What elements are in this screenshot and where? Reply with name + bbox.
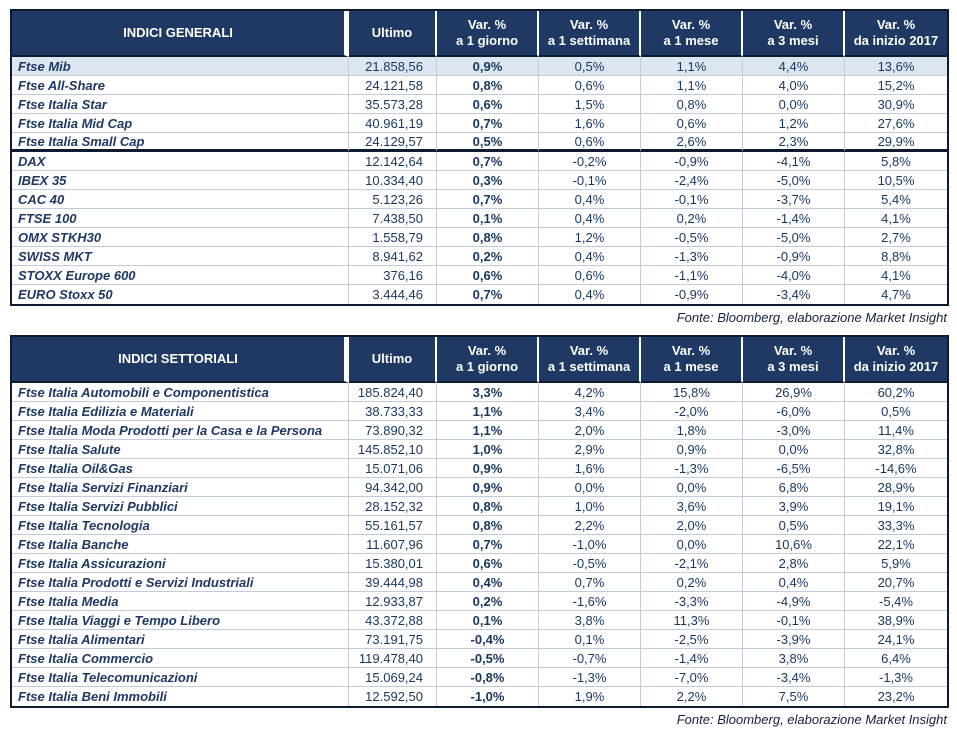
value-cell: 30,9% bbox=[845, 95, 947, 114]
value-cell: 40.961,19 bbox=[349, 114, 437, 133]
value-cell: 0,7% bbox=[437, 535, 539, 554]
value-cell: -5,0% bbox=[743, 171, 845, 190]
value-cell: 0,8% bbox=[641, 95, 743, 114]
value-cell: 29,9% bbox=[845, 133, 947, 152]
table-title: INDICI SETTORIALI bbox=[12, 337, 349, 383]
table-row bbox=[12, 421, 947, 440]
column-header bbox=[845, 337, 947, 383]
value-cell: 0,8% bbox=[437, 516, 539, 535]
value-cell: -3,9% bbox=[743, 630, 845, 649]
value-cell: 28,9% bbox=[845, 478, 947, 497]
value-cell: 1,1% bbox=[437, 421, 539, 440]
value-cell: 13,6% bbox=[845, 57, 947, 76]
table-row bbox=[12, 459, 947, 478]
value-cell: 33,3% bbox=[845, 516, 947, 535]
column-header bbox=[349, 337, 437, 383]
value-cell: 5,9% bbox=[845, 554, 947, 573]
index-name-cell: Ftse Italia Prodotti e Servizi Industriali bbox=[12, 573, 349, 592]
column-header-line2: a 1 mese bbox=[663, 33, 719, 48]
index-name-cell: Ftse Italia Telecomunicazioni bbox=[12, 668, 349, 687]
column-header bbox=[743, 11, 845, 57]
value-cell: 38,9% bbox=[845, 611, 947, 630]
value-cell: 7,5% bbox=[743, 687, 845, 706]
value-cell: -14,6% bbox=[845, 459, 947, 478]
value-cell: -0,4% bbox=[437, 630, 539, 649]
value-cell: -4,1% bbox=[743, 152, 845, 171]
index-name-cell: EURO Stoxx 50 bbox=[12, 285, 349, 304]
value-cell: -5,0% bbox=[743, 228, 845, 247]
column-header-line2: a 1 mese bbox=[663, 359, 719, 374]
index-name-cell: OMX STKH30 bbox=[12, 228, 349, 247]
value-cell: -1,4% bbox=[743, 209, 845, 228]
value-cell: -0,1% bbox=[743, 611, 845, 630]
value-cell: 28.152,32 bbox=[349, 497, 437, 516]
column-header-line1: Var. % bbox=[773, 343, 813, 358]
value-cell: 3,8% bbox=[743, 649, 845, 668]
value-cell: -1,1% bbox=[641, 266, 743, 285]
value-cell: 0,7% bbox=[539, 573, 641, 592]
value-cell: 0,6% bbox=[641, 114, 743, 133]
value-cell: 5.123,26 bbox=[349, 190, 437, 209]
value-cell: 94.342,00 bbox=[349, 478, 437, 497]
value-cell: 3,8% bbox=[539, 611, 641, 630]
column-header-line1: Var. % bbox=[876, 17, 916, 32]
value-cell: 0,0% bbox=[539, 478, 641, 497]
value-cell: 1,1% bbox=[437, 402, 539, 421]
value-cell: 0,4% bbox=[539, 209, 641, 228]
table-row bbox=[12, 383, 947, 402]
table-row bbox=[12, 497, 947, 516]
table-row bbox=[12, 171, 947, 190]
column-header bbox=[539, 11, 641, 57]
index-name-cell: Ftse Italia Assicurazioni bbox=[12, 554, 349, 573]
value-cell: 0,6% bbox=[437, 95, 539, 114]
value-cell: 0,1% bbox=[437, 611, 539, 630]
value-cell: -0,5% bbox=[539, 554, 641, 573]
source-note: Fonte: Bloomberg, elaborazione Market Insight bbox=[676, 310, 947, 325]
value-cell: 0,6% bbox=[539, 76, 641, 95]
value-cell: 3,3% bbox=[437, 383, 539, 402]
value-cell: -3,4% bbox=[743, 285, 845, 304]
table-row bbox=[12, 266, 947, 285]
value-cell: -0,7% bbox=[539, 649, 641, 668]
value-cell: -0,5% bbox=[641, 228, 743, 247]
value-cell: -1,3% bbox=[641, 459, 743, 478]
index-name-cell: FTSE 100 bbox=[12, 209, 349, 228]
indici-settoriali-table bbox=[10, 335, 949, 708]
table-row bbox=[12, 440, 947, 459]
value-cell: 2,3% bbox=[743, 133, 845, 152]
value-cell: 0,4% bbox=[539, 247, 641, 266]
value-cell: 11.607,96 bbox=[349, 535, 437, 554]
value-cell: 1,0% bbox=[539, 497, 641, 516]
value-cell: 11,4% bbox=[845, 421, 947, 440]
value-cell: 0,5% bbox=[743, 516, 845, 535]
column-header-line1: Var. % bbox=[467, 343, 507, 358]
index-name-cell: Ftse Italia Commercio bbox=[12, 649, 349, 668]
column-header-line1: Var. % bbox=[773, 17, 813, 32]
index-name-cell: Ftse Italia Edilizia e Materiali bbox=[12, 402, 349, 421]
value-cell: -1,4% bbox=[641, 649, 743, 668]
value-cell: -1,6% bbox=[539, 592, 641, 611]
column-header-line2: a 1 settimana bbox=[547, 33, 631, 48]
value-cell: 0,7% bbox=[437, 285, 539, 304]
indici-generali-table bbox=[10, 9, 949, 306]
index-name-cell: Ftse Italia Oil&Gas bbox=[12, 459, 349, 478]
value-cell: 38.733,33 bbox=[349, 402, 437, 421]
value-cell: 73.191,75 bbox=[349, 630, 437, 649]
value-cell: -3,7% bbox=[743, 190, 845, 209]
value-cell: 15.069,24 bbox=[349, 668, 437, 687]
column-header bbox=[437, 11, 539, 57]
index-name-cell: Ftse Mib bbox=[12, 57, 349, 76]
value-cell: 4,1% bbox=[845, 209, 947, 228]
value-cell: -3,0% bbox=[743, 421, 845, 440]
column-header-line2: a 1 settimana bbox=[547, 359, 631, 374]
table-row bbox=[12, 554, 947, 573]
value-cell: 2,2% bbox=[539, 516, 641, 535]
value-cell: 12.933,87 bbox=[349, 592, 437, 611]
index-name-cell: Ftse Italia Viaggi e Tempo Libero bbox=[12, 611, 349, 630]
value-cell: 0,4% bbox=[539, 285, 641, 304]
value-cell: -0,1% bbox=[641, 190, 743, 209]
value-cell: 24,1% bbox=[845, 630, 947, 649]
value-cell: 0,0% bbox=[641, 478, 743, 497]
value-cell: -0,9% bbox=[641, 152, 743, 171]
column-header-line2: a 1 giorno bbox=[455, 359, 519, 374]
value-cell: 2,7% bbox=[845, 228, 947, 247]
value-cell: 0,9% bbox=[641, 440, 743, 459]
index-name-cell: Ftse Italia Servizi Finanziari bbox=[12, 478, 349, 497]
value-cell: -2,4% bbox=[641, 171, 743, 190]
value-cell: 0,0% bbox=[743, 440, 845, 459]
value-cell: 0,9% bbox=[437, 478, 539, 497]
value-cell: 7.438,50 bbox=[349, 209, 437, 228]
value-cell: -3,3% bbox=[641, 592, 743, 611]
value-cell: 2,9% bbox=[539, 440, 641, 459]
value-cell: 0,8% bbox=[437, 228, 539, 247]
column-header-line2: a 3 mesi bbox=[767, 359, 819, 374]
index-name-cell: Ftse All-Share bbox=[12, 76, 349, 95]
table-row bbox=[12, 76, 947, 95]
value-cell: -0,1% bbox=[539, 171, 641, 190]
value-cell: 43.372,88 bbox=[349, 611, 437, 630]
value-cell: 4,1% bbox=[845, 266, 947, 285]
table-row bbox=[12, 95, 947, 114]
index-name-cell: CAC 40 bbox=[12, 190, 349, 209]
value-cell: 3,9% bbox=[743, 497, 845, 516]
index-name-cell: Ftse Italia Alimentari bbox=[12, 630, 349, 649]
value-cell: 1,8% bbox=[641, 421, 743, 440]
header-row bbox=[12, 11, 947, 57]
value-cell: -0,2% bbox=[539, 152, 641, 171]
value-cell: 27,6% bbox=[845, 114, 947, 133]
value-cell: 0,6% bbox=[437, 266, 539, 285]
value-cell: -6,5% bbox=[743, 459, 845, 478]
value-cell: -4,0% bbox=[743, 266, 845, 285]
value-cell: 73.890,32 bbox=[349, 421, 437, 440]
value-cell: 12.592,50 bbox=[349, 687, 437, 706]
value-cell: 2,0% bbox=[641, 516, 743, 535]
value-cell: 39.444,98 bbox=[349, 573, 437, 592]
value-cell: 60,2% bbox=[845, 383, 947, 402]
value-cell: 0,3% bbox=[437, 171, 539, 190]
value-cell: 32,8% bbox=[845, 440, 947, 459]
table-row bbox=[12, 57, 947, 76]
value-cell: 0,7% bbox=[437, 152, 539, 171]
table-row bbox=[12, 630, 947, 649]
value-cell: -0,9% bbox=[743, 247, 845, 266]
column-header bbox=[641, 337, 743, 383]
source-note: Fonte: Bloomberg, elaborazione Market Insight bbox=[676, 712, 947, 727]
index-name-cell: Ftse Italia Automobili e Componentistica bbox=[12, 383, 349, 402]
value-cell: -2,5% bbox=[641, 630, 743, 649]
column-header bbox=[845, 11, 947, 57]
value-cell: 1,6% bbox=[539, 114, 641, 133]
value-cell: 185.824,40 bbox=[349, 383, 437, 402]
value-cell: 0,5% bbox=[539, 57, 641, 76]
value-cell: 1.558,79 bbox=[349, 228, 437, 247]
value-cell: 4,2% bbox=[539, 383, 641, 402]
table-row bbox=[12, 190, 947, 209]
column-header-line1: Var. % bbox=[671, 17, 711, 32]
index-name-cell: IBEX 35 bbox=[12, 171, 349, 190]
general-indices-section bbox=[10, 9, 947, 325]
index-name-cell: Ftse Italia Beni Immobili bbox=[12, 687, 349, 706]
value-cell: 11,3% bbox=[641, 611, 743, 630]
index-name-cell: Ftse Italia Salute bbox=[12, 440, 349, 459]
value-cell: 3,6% bbox=[641, 497, 743, 516]
value-cell: 0,5% bbox=[845, 402, 947, 421]
value-cell: 145.852,10 bbox=[349, 440, 437, 459]
value-cell: -1,3% bbox=[641, 247, 743, 266]
value-cell: 0,6% bbox=[437, 554, 539, 573]
table-row bbox=[12, 209, 947, 228]
value-cell: 15,8% bbox=[641, 383, 743, 402]
value-cell: 0,1% bbox=[437, 209, 539, 228]
value-cell: 0,9% bbox=[437, 459, 539, 478]
table-row bbox=[12, 114, 947, 133]
value-cell: -2,1% bbox=[641, 554, 743, 573]
value-cell: 1,0% bbox=[437, 440, 539, 459]
value-cell: 0,7% bbox=[437, 190, 539, 209]
table-row bbox=[12, 402, 947, 421]
column-header bbox=[437, 337, 539, 383]
value-cell: 2,2% bbox=[641, 687, 743, 706]
column-header-line2: a 1 giorno bbox=[455, 33, 519, 48]
index-name-cell: Ftse Italia Servizi Pubblici bbox=[12, 497, 349, 516]
value-cell: 0,5% bbox=[437, 133, 539, 152]
value-cell: 55.161,57 bbox=[349, 516, 437, 535]
value-cell: 22,1% bbox=[845, 535, 947, 554]
table-row bbox=[12, 611, 947, 630]
value-cell: 0,6% bbox=[539, 266, 641, 285]
value-cell: 4,7% bbox=[881, 287, 911, 302]
value-cell: -0,9% bbox=[641, 285, 743, 304]
value-cell: 15,2% bbox=[845, 76, 947, 95]
value-cell: 4,0% bbox=[743, 76, 845, 95]
value-cell: 0,1% bbox=[539, 630, 641, 649]
index-name-cell: SWISS MKT bbox=[12, 247, 349, 266]
value-cell: -0,5% bbox=[437, 649, 539, 668]
value-cell: 0,4% bbox=[437, 573, 539, 592]
table-row bbox=[12, 152, 947, 171]
value-cell: 2,8% bbox=[743, 554, 845, 573]
sector-indices-section bbox=[10, 335, 947, 727]
table-row bbox=[12, 592, 947, 611]
value-cell: -3,4% bbox=[743, 668, 845, 687]
index-name-cell: Ftse Italia Moda Prodotti per la Casa e la Persona bbox=[12, 421, 349, 440]
value-cell: 2,6% bbox=[641, 133, 743, 152]
value-cell: 24.121,58 bbox=[349, 76, 437, 95]
value-cell: 1,2% bbox=[743, 114, 845, 133]
column-header-line2: a 3 mesi bbox=[767, 33, 819, 48]
table-title: INDICI GENERALI bbox=[12, 11, 349, 57]
value-cell: 0,2% bbox=[641, 573, 743, 592]
column-header bbox=[641, 11, 743, 57]
value-cell: 0,2% bbox=[641, 209, 743, 228]
value-cell: 1,2% bbox=[539, 228, 641, 247]
value-cell: 0,2% bbox=[437, 592, 539, 611]
value-cell: 19,1% bbox=[845, 497, 947, 516]
index-name-cell: DAX bbox=[12, 152, 349, 171]
column-header bbox=[743, 337, 845, 383]
value-cell: -5,4% bbox=[845, 592, 947, 611]
value-cell: 24.129,57 bbox=[349, 133, 437, 152]
table-body bbox=[12, 383, 947, 706]
table-row bbox=[12, 285, 947, 304]
value-cell: 10.334,40 bbox=[349, 171, 437, 190]
table-row bbox=[12, 247, 947, 266]
value-cell: -4,9% bbox=[743, 592, 845, 611]
table-body bbox=[12, 57, 947, 304]
value-cell: 23,2% bbox=[877, 689, 915, 704]
value-cell: 376,16 bbox=[349, 266, 437, 285]
value-cell: -2,0% bbox=[641, 402, 743, 421]
column-header bbox=[539, 337, 641, 383]
table-row bbox=[12, 687, 947, 706]
table-row bbox=[12, 668, 947, 687]
column-header-line2: da inizio 2017 bbox=[853, 359, 939, 374]
index-name-cell: Ftse Italia Tecnologia bbox=[12, 516, 349, 535]
value-cell: 6,4% bbox=[845, 649, 947, 668]
value-cell: 10,5% bbox=[845, 171, 947, 190]
value-cell: 1,1% bbox=[641, 76, 743, 95]
value-cell: 0,8% bbox=[437, 497, 539, 516]
value-cell: -1,0% bbox=[539, 535, 641, 554]
value-cell: 0,2% bbox=[437, 247, 539, 266]
column-header-line1: Var. % bbox=[876, 343, 916, 358]
column-header-line1: Ultimo bbox=[371, 25, 413, 40]
value-cell: 0,7% bbox=[437, 114, 539, 133]
column-header-line1: Var. % bbox=[467, 17, 507, 32]
value-cell: -6,0% bbox=[743, 402, 845, 421]
value-cell: 0,9% bbox=[437, 57, 539, 76]
column-header-line1: Ultimo bbox=[371, 351, 413, 366]
index-name-cell: Ftse Italia Small Cap bbox=[12, 133, 349, 152]
index-name-cell: Ftse Italia Mid Cap bbox=[12, 114, 349, 133]
header-row bbox=[12, 337, 947, 383]
value-cell: -1,3% bbox=[845, 668, 947, 687]
value-cell: 0,6% bbox=[539, 133, 641, 152]
value-cell: 0,8% bbox=[437, 76, 539, 95]
value-cell: 5,4% bbox=[845, 190, 947, 209]
value-cell: 15.380,01 bbox=[349, 554, 437, 573]
value-cell: 1,5% bbox=[539, 95, 641, 114]
value-cell: 4,4% bbox=[743, 57, 845, 76]
value-cell: -0,8% bbox=[437, 668, 539, 687]
value-cell: 8,8% bbox=[845, 247, 947, 266]
value-cell: 1,1% bbox=[641, 57, 743, 76]
table-row bbox=[12, 573, 947, 592]
value-cell: 0,4% bbox=[743, 573, 845, 592]
value-cell: 35.573,28 bbox=[349, 95, 437, 114]
table-row bbox=[12, 649, 947, 668]
value-cell: 3.444,46 bbox=[349, 285, 437, 304]
value-cell: -1,3% bbox=[539, 668, 641, 687]
table-row bbox=[12, 228, 947, 247]
column-header-line1: Var. % bbox=[569, 343, 609, 358]
table-row bbox=[12, 478, 947, 497]
value-cell: -7,0% bbox=[641, 668, 743, 687]
value-cell: 3,4% bbox=[539, 402, 641, 421]
value-cell: 1,6% bbox=[539, 459, 641, 478]
value-cell: 10,6% bbox=[743, 535, 845, 554]
index-name-cell: Ftse Italia Media bbox=[12, 592, 349, 611]
table-row bbox=[12, 535, 947, 554]
value-cell: 2,0% bbox=[539, 421, 641, 440]
column-header-line1: Var. % bbox=[671, 343, 711, 358]
column-header-line2: da inizio 2017 bbox=[853, 33, 939, 48]
value-cell: 5,8% bbox=[845, 152, 947, 171]
value-cell: 119.478,40 bbox=[349, 649, 437, 668]
value-cell: 20,7% bbox=[845, 573, 947, 592]
value-cell: 21.858,56 bbox=[349, 57, 437, 76]
value-cell: 0,4% bbox=[539, 190, 641, 209]
value-cell: 6,8% bbox=[743, 478, 845, 497]
table-row bbox=[12, 133, 947, 152]
value-cell: 0,0% bbox=[743, 95, 845, 114]
index-name-cell: Ftse Italia Banche bbox=[12, 535, 349, 554]
value-cell: 15.071,06 bbox=[349, 459, 437, 478]
value-cell: 26,9% bbox=[743, 383, 845, 402]
value-cell: 1,9% bbox=[539, 687, 641, 706]
index-name-cell: Ftse Italia Star bbox=[12, 95, 349, 114]
value-cell: 0,0% bbox=[641, 535, 743, 554]
value-cell: 12.142,64 bbox=[349, 152, 437, 171]
table-row bbox=[12, 516, 947, 535]
value-cell: -1,0% bbox=[437, 687, 539, 706]
column-header bbox=[349, 11, 437, 57]
index-name-cell: STOXX Europe 600 bbox=[12, 266, 349, 285]
value-cell: 8.941,62 bbox=[349, 247, 437, 266]
column-header-line1: Var. % bbox=[569, 17, 609, 32]
